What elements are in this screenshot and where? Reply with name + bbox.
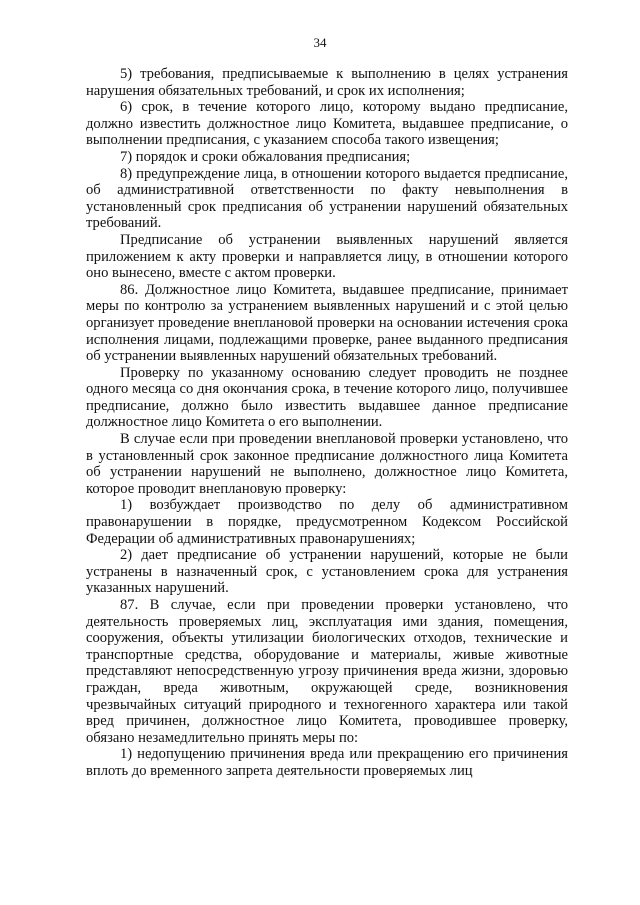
paragraph-noncompliance-case: В случае если при проведении внеплановой проверки установлено, что в установленный срок законное предписание должностного лица Комитета об устранении нарушений не выполнено, должностное лицо Комитета, которое проводит внеплановую проверку: <box>86 431 568 497</box>
paragraph-action-1-proceedings: 1) возбуждает производство по делу об административном правонарушении в порядке, предусмотренном Кодексом Российской Федерации об административных правонарушениях; <box>86 497 568 547</box>
paragraph-item-7-appeal-procedure: 7) порядок и сроки обжалования предписания; <box>120 148 411 165</box>
paragraph-item-5-requirements: 5) требования, предписываемые к выполнению в целях устранения нарушения обязательных требований, и срок их исполнения; <box>86 66 568 99</box>
page-number: 34 <box>313 35 327 50</box>
paragraph-section-86: 86. Должностное лицо Комитета, выдавшее предписание, принимает меры по контролю за устранением выявленных нарушений и с этой целью организует проведение внеплановой проверки на основании истечения срока исполнения лицами, подлежащими проверке, ранее выданного предписания об устранении выявленных нарушений обязательных требований. <box>86 281 568 365</box>
paragraph-section-87: 87. В случае, если при проведении проверки установлено, что деятельность проверяемых лиц, эксплуатация ими здания, помещения, сооружения, объекты утилизации биологических отходов, технические и транспортные средства, оборудование и материалы, живые животные представляют непосредственную угрозу причинения вреда жизни, здоровью граждан, вреда животным, окружающей среде, возникновения чрезвычайных ситуаций природного и техногенного характера или такой вред причинен, должностное лицо Комитета, проводившее проверку, обязано незамедлительно принять меры по: <box>86 597 568 746</box>
paragraph-inspection-deadline: Проверку по указанному основанию следует проводить не позднее одного месяца со дня окончания срока, в течение которого лицо, получившее предписание, должно было известить выдавшее данное предписание должностное лицо Комитета о его выполнении. <box>86 364 568 431</box>
paragraph-action-2-new-order: 2) дает предписание об устранении нарушений, которые не были устранены в назначенный срок, с установлением срока для устранения указанных нарушений. <box>86 547 568 597</box>
paragraph-measure-1-prevention: 1) недопущению причинения вреда или прекращению его причинения вплоть до временного запрета деятельности проверяемых лиц <box>86 746 568 779</box>
paragraph-item-6-notification-deadline: 6) срок, в течение которого лицо, которому выдано предписание, должно известить должностное лицо Комитета, выдавшее предписание, о выполнении предписания, с указанием способа такого извещения; <box>86 99 568 149</box>
paragraph-order-attachment: Предписание об устранении выявленных нарушений является приложением к акту проверки и направляется лицу, в отношении которого оно вынесено, вместе с актом проверки. <box>86 231 568 282</box>
document-body <box>86 66 568 780</box>
paragraph-item-8-liability-warning: 8) предупреждение лица, в отношении которого выдается предписание, об административной ответственности по факту невыполнения в установленный срок предписания об устранении нарушений обязательных требований. <box>86 165 568 232</box>
